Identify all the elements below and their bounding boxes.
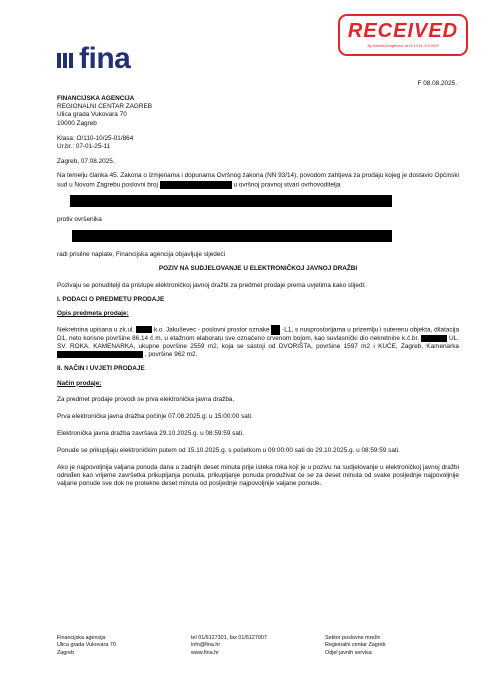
sender-street: Ulica grada Vukovara 70 bbox=[57, 111, 127, 119]
desc-t2: k.o. Jakuševec - poslovni prostor oznake bbox=[153, 326, 270, 334]
stamp-title: RECEIVED bbox=[347, 20, 459, 42]
section1-subheading: Opis predmeta prodaje: bbox=[57, 310, 129, 318]
redacted-creditor bbox=[70, 195, 392, 207]
footer-col-address bbox=[57, 635, 191, 657]
footer-line: Regionalni centar Zagreb bbox=[325, 642, 386, 649]
sale-p2: Prva elektronička javna dražba počinje 07.08.2025.g. u 15:00:00 sati. bbox=[57, 413, 253, 420]
logo-bars-icon bbox=[57, 50, 73, 68]
footer-line: Financijska agencija bbox=[57, 635, 106, 641]
header-date: F 08.08.2025. bbox=[417, 80, 457, 87]
against-label: protiv ovršenika bbox=[57, 216, 102, 224]
footer-line: tel 01/6127301, fax 01/6127007 bbox=[191, 635, 267, 641]
property-description bbox=[57, 325, 459, 360]
document-title: POZIV NA SUDJELOVANJE U ELEKTRONIČKOJ JAVNOJ DRAŽBI bbox=[158, 264, 358, 272]
ref-klasa: Klasa: O/110-10/25-01/864 bbox=[57, 134, 134, 142]
footer-website: www.fina.hr bbox=[191, 649, 219, 656]
redacted-debtor bbox=[72, 230, 392, 242]
sender-name: FINANCIJSKA AGENCIJA bbox=[57, 95, 135, 102]
sender-unit: REGIONALNI CENTAR ZAGREB bbox=[57, 103, 153, 111]
sale-p1: Za predmet prodaje provodi se prva elektronička javna dražba. bbox=[57, 395, 235, 403]
ref-urbr: Ur.br.: 07-01-25-11 bbox=[57, 142, 111, 150]
footer-line: Sektor poslovne mreže bbox=[325, 635, 381, 641]
stamp-subtitle: By kristina.komljenovic at 11:13:14, 8.8.2025 bbox=[367, 44, 439, 48]
logo-wordmark: fina bbox=[79, 42, 131, 75]
section2-subheading: Način prodaje: bbox=[57, 379, 102, 387]
footer-line: Odjel javnih servisa bbox=[325, 649, 372, 656]
desc-t1: Nekretnina upisana u zk.ul. bbox=[57, 326, 135, 334]
intro-paragraph bbox=[57, 172, 459, 189]
sale-p5: Ako je najpovoljnija valjana ponuda dana u zadnjih deset minuta prije isteka roka koji je u pozivu na sudjelovanje u elektroničkoj javnoj dražbi određen kao vrijeme završetka prikupljanja ponuda, prikupljanje ponuda produživat će se za deset minuta od svake posljednje najpovoljnije valjane ponude sve dok ne protekne deset minuta od posljednje najpovoljnije valjane ponude. bbox=[57, 463, 459, 487]
desc-t3: -L1, s nusprostorijama u prizemlju i suterenu objekta, dilatacija D1, neto korisne površine 86,14 č m, u etažnom elaboratu sve označeno crvenom bojom, kao suvlasnički dio nekretnine k.č.br. bbox=[57, 326, 460, 342]
section2-heading: II. NAČIN I UVJETI PRODAJE bbox=[57, 365, 145, 373]
redacted-case-number bbox=[160, 181, 232, 189]
document-body bbox=[57, 95, 459, 494]
invite-text: Pozivaju se ponuditelji da pristupe elektroničkoj javnoj dražbi za predmet prodaje prema uvjetima kako slijedi: bbox=[57, 281, 366, 289]
sale-p3: Elektronička javna dražba završava 29.10.2025.g. u 08:59:59 sati. bbox=[57, 430, 244, 438]
footer-line: Ulica grada Vukovara 70 bbox=[57, 642, 116, 649]
fina-logo bbox=[57, 44, 130, 74]
purpose-text: radi prisilne naplate, Financijska agencija objavljuje sljedeći bbox=[57, 250, 226, 258]
redacted-zk-ul bbox=[136, 326, 152, 333]
page-footer bbox=[57, 635, 459, 657]
place-date: Zagreb, 07.08.2025. bbox=[57, 158, 115, 166]
intro-text-1: Na temelju članka 45. Zakona o izmjenama i dopunama Ovršnog zakona (NN 93/14), povodom zahtjeva za prodaju kojeg je dostavio Općinski sud u Novom Zagrebu poslovni broj bbox=[57, 172, 459, 189]
intro-text-2: u ovršnoj pravnoj stvari ovrhovoditelja bbox=[233, 181, 341, 189]
redacted-address bbox=[57, 351, 143, 358]
sender-city: 10000 Zagreb bbox=[57, 119, 97, 127]
desc-t5: , površine 962 m2. bbox=[144, 351, 198, 359]
section1-heading: I. PODACI O PREDMETU PRODAJE bbox=[57, 296, 165, 304]
received-stamp bbox=[338, 14, 468, 56]
footer-col-department bbox=[325, 635, 459, 657]
sale-p4: Ponude se prikupljaju elektroničkim putem od 15.10.2025.g. s početkom u 09:00:00 sati do 29.10.2025.g. u 08:59:59 sati. bbox=[57, 447, 400, 455]
footer-col-contact bbox=[191, 635, 325, 657]
desc-t4: UL. SV. ROKA, KAMENARKA, ukupne površine 2559 m2, koja se sastoji od DVORIŠTA, površine 1597 m2 i KUĆE, Zagreb, Kamenarka bbox=[57, 334, 459, 350]
footer-line: Zagreb bbox=[57, 649, 75, 656]
footer-email: info@fina.hr bbox=[191, 642, 221, 649]
redacted-oznaka bbox=[271, 325, 280, 335]
redacted-kcbr bbox=[421, 335, 447, 342]
